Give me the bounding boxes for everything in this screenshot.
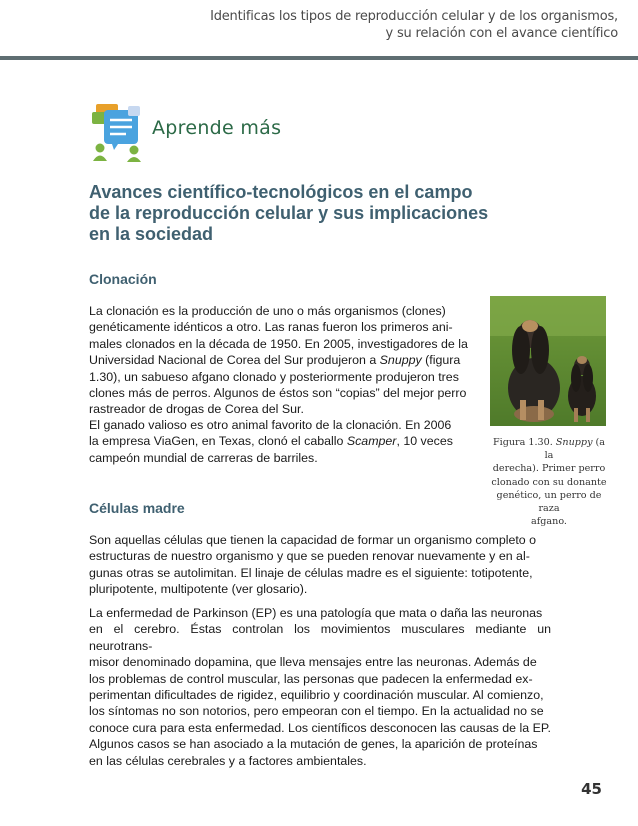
celulas-paragraph-2 xyxy=(89,605,551,769)
celulas-paragraph-1 xyxy=(89,532,551,598)
text-segment: , 10 veces xyxy=(396,434,453,449)
text-line: pluripotente, multipotente (ver glosario). xyxy=(89,582,308,597)
text-line: clones más de perros. Algunos de éstos son “copias” del mejor perro xyxy=(89,386,467,401)
caption-snuppy: Snuppy xyxy=(555,437,593,448)
section-title-line-3: en la sociedad xyxy=(89,224,214,244)
text-segment: Universidad Nacional de Corea del Sur produjeron a xyxy=(89,353,380,368)
afghan-hounds-photo xyxy=(490,296,606,426)
text-line: perimentan dificultades de rigidez, equilibrio y coordinación muscular. Al comienzo, xyxy=(89,688,544,703)
figure-caption xyxy=(488,436,610,528)
text-line: Son aquellas células que tienen la capacidad de formar un organismo completo o xyxy=(89,533,537,547)
text-line: Algunos casos se han asociado a la mutación de genes, la aparición de proteínas xyxy=(89,737,538,752)
caption-line: afgano. xyxy=(531,516,567,528)
section-title-line-2: de la reproducción celular y sus implicaciones xyxy=(89,203,489,223)
text-segment: (figura xyxy=(421,353,461,368)
text-line: 1.30), un sabueso afgano clonado y posteriormente produjeron tres xyxy=(89,369,459,384)
text-segment: la empresa ViaGen, en Texas, clonó el caballo xyxy=(89,434,347,449)
caption-line: derecha). Primer perro xyxy=(492,463,606,475)
text-line: campeón mundial de carreras de barriles. xyxy=(89,450,318,465)
caption-segment: Figura 1.30. xyxy=(492,437,556,448)
header-rule xyxy=(0,56,638,60)
caption-line xyxy=(488,436,610,462)
scamper-name: Scamper xyxy=(346,434,397,449)
text-line xyxy=(89,433,474,449)
text-line: estructuras de nuestro organismo y que se pueden renovar nuevamente y en al- xyxy=(89,549,530,564)
text-line: conoce cura para esta enfermedad. Los científicos desconocen las causas de la EP. xyxy=(89,720,551,735)
text-line: La clonación es la producción de uno o más organismos (clones) xyxy=(89,304,446,318)
caption-segment: (a la xyxy=(544,437,606,462)
section-title-line-1: Avances científico-tecnológicos en el campo xyxy=(89,182,473,202)
section-title xyxy=(89,182,529,245)
text-line xyxy=(89,352,479,368)
snuppy-name: Snuppy xyxy=(379,353,422,368)
text-line: en el cerebro. Éstas controlan los movimientos musculares mediante un neurotrans- xyxy=(89,622,551,653)
celulas-madre-heading: Células madre xyxy=(89,500,185,516)
text-line: los síntomas no son notorios, pero empeoran con el tiempo. En la actualidad no se xyxy=(89,704,544,719)
text-line: genéticamente idénticos a otro. Las ranas fueron los primeros ani- xyxy=(89,320,453,335)
text-line: El ganado valioso es otro animal favorito de la clonación. En 2006 xyxy=(89,418,452,432)
page-number: 45 xyxy=(581,780,602,798)
clonacion-paragraph-1 xyxy=(89,303,479,418)
learning-chat-icon xyxy=(90,100,146,162)
text-line: en las células cerebrales y a factores ambientales. xyxy=(89,753,367,768)
text-line: gunas otras se autolimitan. El linaje de células madre es el siguiente: totipotente, xyxy=(89,565,533,580)
header-line-1: Identificas los tipos de reproducción celular y de los organismos, xyxy=(210,9,618,24)
aprende-mas-title: Aprende más xyxy=(152,117,282,139)
caption-line: clonado con su donante xyxy=(491,476,607,488)
text-line: males clonados en la década de 1950. En 2005, investigadores de la xyxy=(89,336,468,351)
text-line: rastreador de drogas de Corea del Sur. xyxy=(89,402,304,417)
text-line: misor denominado dopamina, que lleva mensajes entre las neuronas. Además de xyxy=(89,655,537,670)
header-line-2: y su relación con el avance científico xyxy=(385,26,618,41)
clonacion-paragraph-2 xyxy=(89,417,474,466)
running-header xyxy=(210,8,618,42)
clonacion-heading: Clonación xyxy=(89,271,157,287)
caption-line: genético, un perro de raza xyxy=(496,489,602,515)
text-line: los problemas de control muscular, las personas que padecen la enfermedad ex- xyxy=(89,671,533,686)
text-line: La enfermedad de Parkinson (EP) es una patología que mata o daña las neuronas xyxy=(89,606,543,620)
